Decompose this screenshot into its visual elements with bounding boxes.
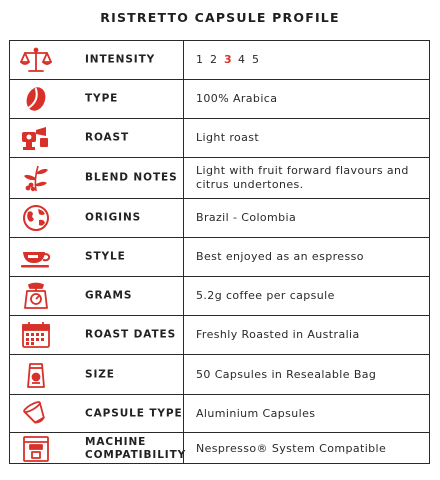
roaster-icon bbox=[20, 124, 52, 152]
row-machine-compatibility bbox=[10, 433, 429, 465]
row-blend-notes bbox=[10, 158, 429, 199]
capsule-icon bbox=[20, 400, 52, 428]
row-label bbox=[85, 436, 186, 462]
bag-icon bbox=[20, 361, 52, 389]
page-title: RISTRETTO CAPSULE PROFILE bbox=[100, 10, 340, 25]
row-label: ORIGINS bbox=[85, 211, 142, 224]
row-label: STYLE bbox=[85, 250, 126, 263]
row-grams bbox=[10, 277, 429, 316]
weighing-scale-icon bbox=[20, 282, 52, 310]
row-origins bbox=[10, 199, 429, 238]
intensity-level: 2 bbox=[210, 53, 218, 66]
row-label-line: COMPATIBILITY bbox=[85, 449, 187, 461]
coffee-plant-icon bbox=[20, 164, 52, 192]
row-roast-dates bbox=[10, 316, 429, 355]
row-label-line: MACHINE bbox=[85, 436, 147, 448]
row-value: 50 Capsules in Resealable Bag bbox=[196, 367, 377, 381]
row-intensity bbox=[10, 41, 429, 80]
intensity-level: 5 bbox=[252, 53, 260, 66]
coffee-bean-icon bbox=[20, 85, 52, 113]
scales-icon bbox=[20, 46, 52, 74]
row-value: Nespresso® System Compatible bbox=[196, 442, 387, 455]
row-label: INTENSITY bbox=[85, 53, 156, 66]
row-value: Light roast bbox=[196, 131, 260, 144]
espresso-cup-icon bbox=[20, 243, 52, 271]
row-value: 100% Arabica bbox=[196, 92, 278, 105]
coffee-machine-icon bbox=[20, 435, 52, 463]
intensity-level: 4 bbox=[238, 53, 246, 66]
row-value: Freshly Roasted in Australia bbox=[196, 328, 360, 341]
row-label: ROAST bbox=[85, 131, 130, 144]
row-value: Best enjoyed as an espresso bbox=[196, 250, 364, 263]
intensity-level-selected: 3 bbox=[224, 53, 233, 66]
row-size bbox=[10, 355, 429, 395]
row-label: SIZE bbox=[85, 368, 115, 380]
row-value: Aluminium Capsules bbox=[196, 406, 316, 420]
row-label: BLEND NOTES bbox=[85, 171, 178, 184]
row-label: TYPE bbox=[85, 92, 119, 105]
row-capsule-type bbox=[10, 395, 429, 433]
row-style bbox=[10, 238, 429, 277]
row-label: ROAST DATES bbox=[85, 328, 177, 341]
row-value: Brazil - Colombia bbox=[196, 211, 297, 224]
globe-icon bbox=[20, 204, 52, 232]
intensity-level: 1 bbox=[196, 53, 204, 66]
row-type bbox=[10, 80, 429, 119]
row-label: CAPSULE TYPE bbox=[85, 407, 183, 419]
row-value: Light with fruit forward flavours and citrus undertones. bbox=[196, 164, 409, 191]
profile-table bbox=[9, 40, 430, 464]
calendar-icon bbox=[20, 321, 52, 349]
intensity-scale bbox=[196, 53, 423, 67]
row-roast bbox=[10, 119, 429, 158]
row-value: 5.2g coffee per capsule bbox=[196, 289, 335, 302]
row-label: GRAMS bbox=[85, 289, 133, 302]
